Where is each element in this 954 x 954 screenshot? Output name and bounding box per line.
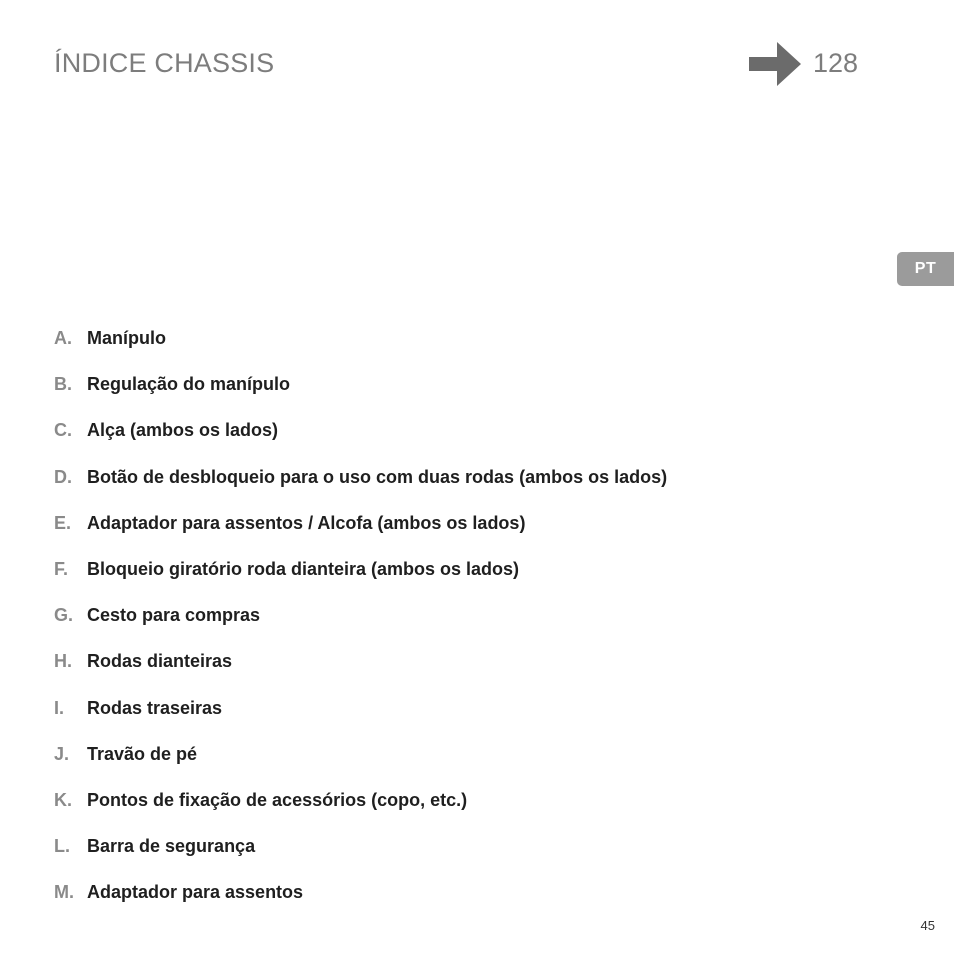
item-letter: H. [54, 651, 72, 672]
item-label: Adaptador para assentos [87, 882, 304, 903]
right-arrow-icon [749, 42, 801, 86]
item-label: Barra de segurança [87, 836, 256, 857]
item-label: Pontos de fixação de acessórios (copo, etc.) [87, 789, 468, 810]
list-item [54, 788, 667, 834]
list-item [54, 418, 667, 464]
list-item [54, 742, 667, 788]
item-letter: B. [54, 374, 72, 395]
item-label: Manípulo [87, 328, 166, 348]
list-item [54, 511, 667, 557]
item-label: Bloqueio giratório roda dianteira (ambos os lados) [87, 558, 520, 579]
item-letter: L. [54, 836, 70, 857]
item-label: Rodas dianteiras [87, 651, 233, 672]
list-item [54, 603, 667, 649]
item-letter: M. [54, 882, 74, 903]
item-letter: C. [54, 420, 72, 441]
item-label: Regulação do manípulo [87, 374, 291, 395]
list-item [54, 372, 667, 418]
list-item [54, 649, 667, 695]
list-item [54, 834, 667, 880]
page-reference: 128 [813, 48, 859, 78]
item-label: Travão de pé [87, 743, 198, 764]
item-letter: I. [54, 697, 65, 718]
item-label: Cesto para compras [87, 605, 261, 626]
item-letter: J. [54, 743, 70, 764]
page-number: 45 [920, 918, 935, 933]
list-item [54, 696, 667, 742]
item-label: Botão de desbloqueio para o uso com duas rodas (ambos os lados) [87, 466, 668, 487]
page-title: ÍNDICE CHASSIS [54, 48, 275, 78]
item-letter: E. [54, 512, 72, 533]
item-label: Alça (ambos os lados) [87, 420, 279, 441]
list-item [54, 326, 667, 372]
item-letter: G. [54, 605, 74, 626]
item-letter: A. [54, 328, 72, 348]
item-letter: D. [54, 466, 72, 487]
language-tab: PT [897, 252, 954, 286]
list-item [54, 557, 667, 603]
item-label: Adaptador para assentos / Alcofa (ambos os lados) [87, 512, 526, 533]
chassis-index-list [54, 326, 667, 926]
item-letter: F. [54, 558, 69, 579]
item-letter: K. [54, 789, 72, 810]
list-item [54, 880, 667, 926]
item-label: Rodas traseiras [87, 697, 223, 718]
list-item [54, 465, 667, 511]
